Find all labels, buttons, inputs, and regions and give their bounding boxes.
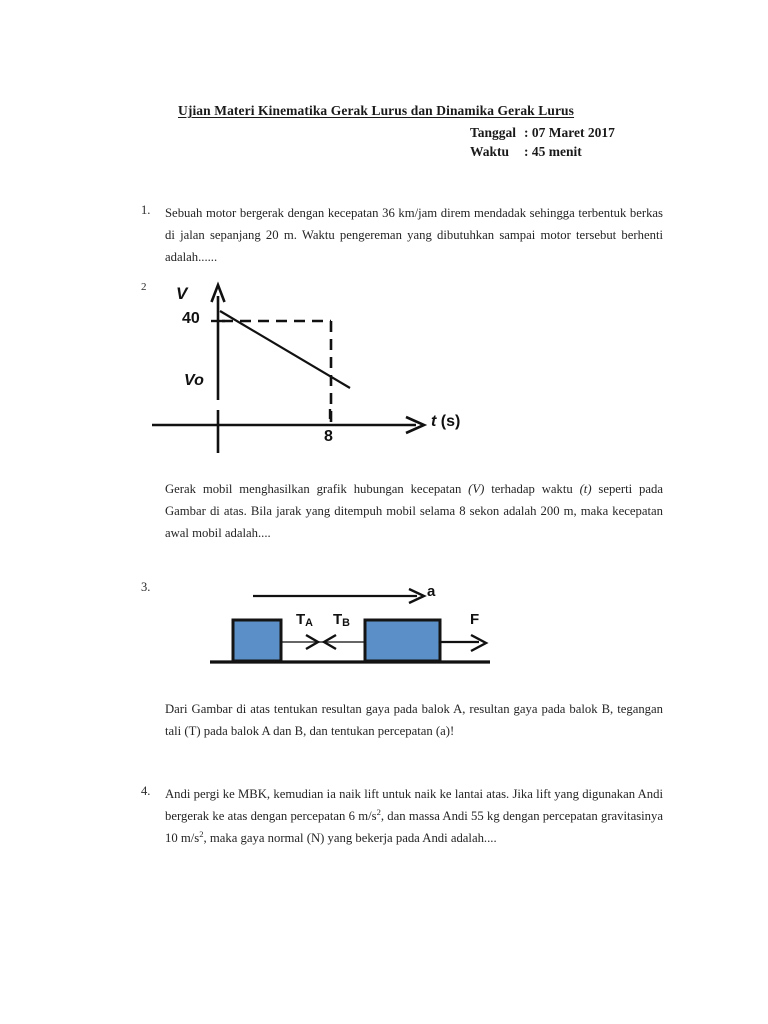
header-meta: [470, 123, 615, 161]
question-2-text-part2: terhadap waktu: [484, 482, 580, 496]
question-2-symbol-t: (t): [579, 482, 592, 496]
question-2-text: [165, 478, 663, 544]
graph-x-axis-label: t (s): [431, 413, 461, 430]
question-3-text: Dari Gambar di atas tentukan resultan gaya pada balok A, resultan gaya pada balok B, tegangan tali (T) pada balok A dan B, dan tentukan percepatan (a)!: [165, 702, 663, 738]
question-1-text: Sebuah motor bergerak dengan kecepatan 36 km/jam direm mendadak sehingga terbentuk berkas di jalan sepanjang 20 m. Waktu pengereman yang dibutuhkan sampai motor tersebut berhenti adalah......: [165, 206, 663, 264]
x-axis-symbol: t: [431, 413, 437, 430]
force-label: F: [470, 611, 480, 628]
tension-b-label: [333, 611, 350, 628]
exam-duration-value: : 45 menit: [524, 144, 582, 159]
tension-b-symbol: T: [333, 611, 343, 628]
question-4-number: 4.: [141, 784, 151, 798]
graph-initial-velocity-label: Vo: [184, 372, 204, 389]
exam-duration-label: Waktu: [470, 144, 510, 159]
tension-a-label: [296, 611, 313, 628]
acceleration-label: a: [427, 583, 436, 600]
question-4-text-part1: Andi pergi ke MBK, kemudian ia naik lift untuk naik ke lantai atas. Jika lift yang digunakan Andi bergerak ke atas dengan percepatan 6 m/s: [165, 787, 663, 823]
block-b: [365, 620, 440, 661]
graph-tick-label-40: 40: [182, 310, 200, 327]
page-title: Ujian Materi Kinematika Gerak Lurus dan Dinamika Gerak Lurus: [178, 103, 575, 118]
tension-a-symbol: T: [296, 611, 306, 628]
exam-date-row: [470, 123, 615, 142]
exam-date-value: : 07 Maret 2017: [524, 125, 615, 140]
question-3-number: 3.: [141, 580, 151, 594]
graph-tick-label-8: 8: [324, 428, 333, 445]
question-4-text: [165, 783, 663, 849]
blocks-tension-diagram: [205, 580, 505, 675]
question-4-superscript-2: 2: [199, 828, 204, 839]
question-2-text-part3: seperti pada Gambar di atas. Bila jarak yang ditempuh mobil selama 8 sekon adalah 200 m, maka kecepatan awal mobil adalah....: [165, 482, 663, 540]
question-4-text-part2: , dan massa Andi 55 kg dengan percepatan gravitasinya 10 m/s: [165, 809, 663, 845]
question-4-text-part3: , maka gaya normal (N) yang bekerja pada Andi adalah....: [203, 831, 497, 845]
tension-b-subscript: B: [342, 617, 350, 629]
block-a: [233, 620, 281, 661]
question-2-symbol-v: (V): [468, 482, 485, 496]
question-2-text-part1: Gerak mobil menghasilkan grafik hubungan kecepatan: [165, 482, 469, 496]
graph-y-axis-label: V: [176, 284, 188, 303]
question-2-number: 2: [141, 281, 147, 293]
question-4-superscript-1: 2: [376, 806, 381, 817]
diagram-svg: [205, 580, 505, 675]
tension-a-subscript: A: [305, 617, 313, 629]
velocity-time-graph: [150, 278, 490, 453]
exam-date-label: Tanggal: [470, 125, 517, 140]
question-1-number: 1.: [141, 203, 151, 217]
exam-duration-row: [470, 142, 615, 161]
